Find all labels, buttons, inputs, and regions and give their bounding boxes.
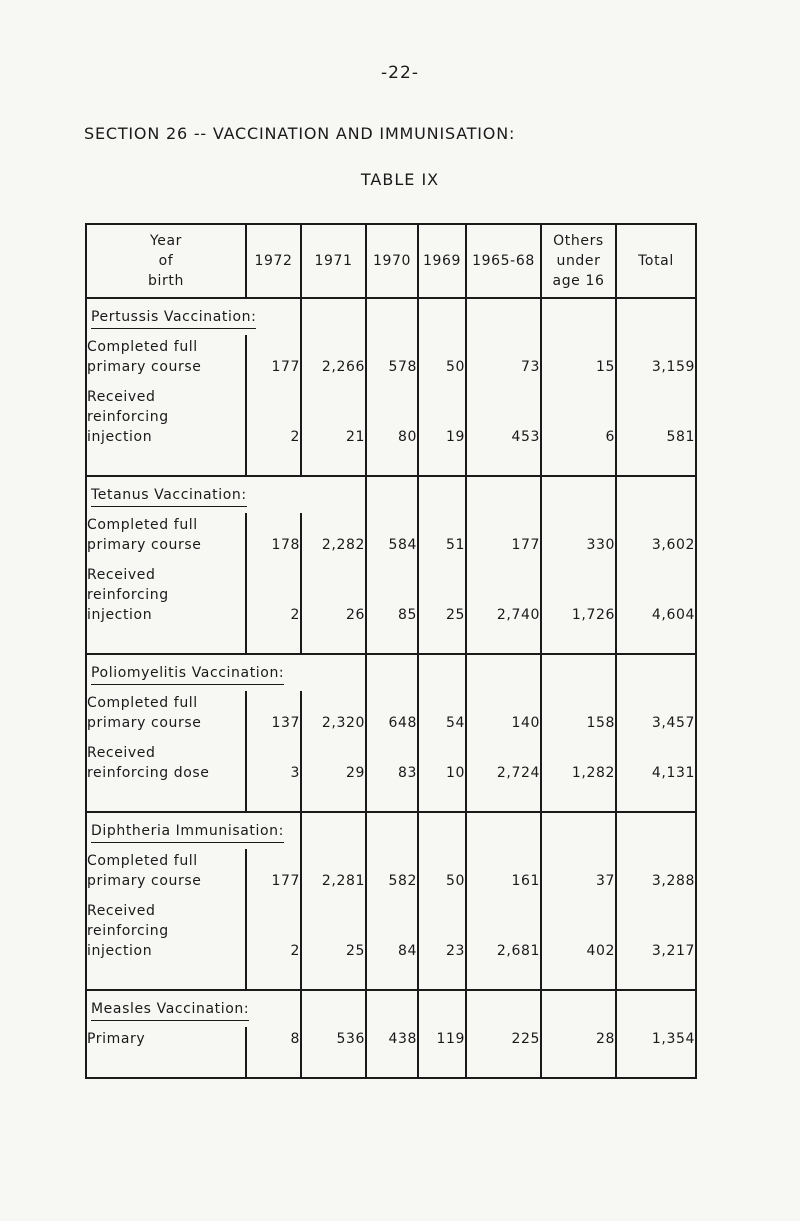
- row-label: Completed full primary course: [86, 513, 246, 555]
- header-1965-68: 1965-68: [466, 224, 541, 298]
- cell-1972: 177: [246, 849, 301, 891]
- cell-1971: 26: [301, 555, 366, 654]
- cell-1971: 536: [301, 1027, 366, 1078]
- cell-total: 3,602: [616, 513, 696, 555]
- header-total: Total: [616, 224, 696, 298]
- cell-total: 4,131: [616, 733, 696, 812]
- cell-1972: 2: [246, 555, 301, 654]
- section-title: Tetanus Vaccination:: [91, 487, 247, 503]
- cell-others: 37: [541, 849, 616, 891]
- cell-1971: 2,281: [301, 849, 366, 891]
- cell-others: 6: [541, 377, 616, 476]
- row-label: Received reinforcing injection: [86, 555, 246, 654]
- header-1970: 1970: [366, 224, 418, 298]
- table-row: [86, 513, 696, 555]
- table-row: [86, 691, 696, 733]
- cell-1965-68: 140: [466, 691, 541, 733]
- cell-1972: 137: [246, 691, 301, 733]
- cell-total: 4,604: [616, 555, 696, 654]
- header-1969: 1969: [418, 224, 466, 298]
- table-row: [86, 377, 696, 476]
- table-row: [86, 891, 696, 990]
- table-row: [86, 733, 696, 812]
- cell-1970: 584: [366, 513, 418, 555]
- cell-total: 3,457: [616, 691, 696, 733]
- cell-others: 28: [541, 1027, 616, 1078]
- cell-1969: 50: [418, 849, 466, 891]
- cell-1972: 177: [246, 335, 301, 377]
- cell-1965-68: 177: [466, 513, 541, 555]
- cell-1970: 80: [366, 377, 418, 476]
- cell-1969: 51: [418, 513, 466, 555]
- cell-1969: 50: [418, 335, 466, 377]
- section-title: Measles Vaccination:: [91, 1001, 250, 1017]
- cell-1969: 23: [418, 891, 466, 990]
- table-row: [86, 335, 696, 377]
- cell-1970: 84: [366, 891, 418, 990]
- row-label: Received reinforcing injection: [86, 377, 246, 476]
- cell-1965-68: 453: [466, 377, 541, 476]
- table-row: [86, 1027, 696, 1078]
- cell-others: 330: [541, 513, 616, 555]
- row-label: Completed full primary course: [86, 335, 246, 377]
- cell-1970: 85: [366, 555, 418, 654]
- table-header-row: [86, 224, 696, 298]
- row-label: Received reinforcing dose: [86, 733, 246, 812]
- header-1972: 1972: [246, 224, 301, 298]
- cell-1972: 178: [246, 513, 301, 555]
- section-heading-row: [86, 812, 696, 849]
- cell-1971: 29: [301, 733, 366, 812]
- cell-total: 3,288: [616, 849, 696, 891]
- section-heading-row: [86, 298, 696, 335]
- cell-1972: 3: [246, 733, 301, 812]
- cell-others: 402: [541, 891, 616, 990]
- cell-total: 1,354: [616, 1027, 696, 1078]
- page-number: -22-: [381, 63, 419, 83]
- section-title: Pertussis Vaccination:: [91, 309, 257, 325]
- section-title: SECTION 26 -- VACCINATION AND IMMUNISATION:: [84, 124, 516, 143]
- cell-1965-68: 73: [466, 335, 541, 377]
- cell-others: 1,726: [541, 555, 616, 654]
- cell-1970: 578: [366, 335, 418, 377]
- cell-total: 581: [616, 377, 696, 476]
- header-1971: 1971: [301, 224, 366, 298]
- cell-1972: 2: [246, 377, 301, 476]
- cell-1965-68: 2,681: [466, 891, 541, 990]
- vaccination-table: [85, 223, 697, 1079]
- cell-1971: 2,266: [301, 335, 366, 377]
- cell-1969: 54: [418, 691, 466, 733]
- cell-1969: 10: [418, 733, 466, 812]
- cell-1965-68: 225: [466, 1027, 541, 1078]
- cell-1965-68: 2,724: [466, 733, 541, 812]
- row-label: Completed full primary course: [86, 849, 246, 891]
- section-heading-row: [86, 990, 696, 1027]
- table-row: [86, 849, 696, 891]
- cell-1965-68: 161: [466, 849, 541, 891]
- cell-1965-68: 2,740: [466, 555, 541, 654]
- section-heading-row: [86, 476, 696, 513]
- cell-1971: 2,320: [301, 691, 366, 733]
- cell-1972: 8: [246, 1027, 301, 1078]
- header-others: Others under age 16: [541, 224, 616, 298]
- cell-total: 3,159: [616, 335, 696, 377]
- section-heading-row: [86, 654, 696, 691]
- row-label: Completed full primary course: [86, 691, 246, 733]
- cell-1971: 2,282: [301, 513, 366, 555]
- section-title: Poliomyelitis Vaccination:: [91, 665, 285, 681]
- cell-1972: 2: [246, 891, 301, 990]
- cell-1970: 582: [366, 849, 418, 891]
- row-label: Received reinforcing injection: [86, 891, 246, 990]
- cell-others: 15: [541, 335, 616, 377]
- cell-1971: 25: [301, 891, 366, 990]
- cell-1969: 119: [418, 1027, 466, 1078]
- cell-1970: 83: [366, 733, 418, 812]
- row-label: Primary: [86, 1027, 246, 1078]
- table-row: [86, 555, 696, 654]
- cell-1970: 648: [366, 691, 418, 733]
- cell-total: 3,217: [616, 891, 696, 990]
- cell-others: 1,282: [541, 733, 616, 812]
- cell-1969: 19: [418, 377, 466, 476]
- table-title: TABLE IX: [360, 170, 440, 189]
- cell-others: 158: [541, 691, 616, 733]
- header-year-of-birth: Year of birth: [86, 224, 246, 298]
- section-title: Diphtheria Immunisation:: [91, 823, 284, 839]
- table-body: [86, 298, 696, 1078]
- cell-1971: 21: [301, 377, 366, 476]
- cell-1969: 25: [418, 555, 466, 654]
- cell-1970: 438: [366, 1027, 418, 1078]
